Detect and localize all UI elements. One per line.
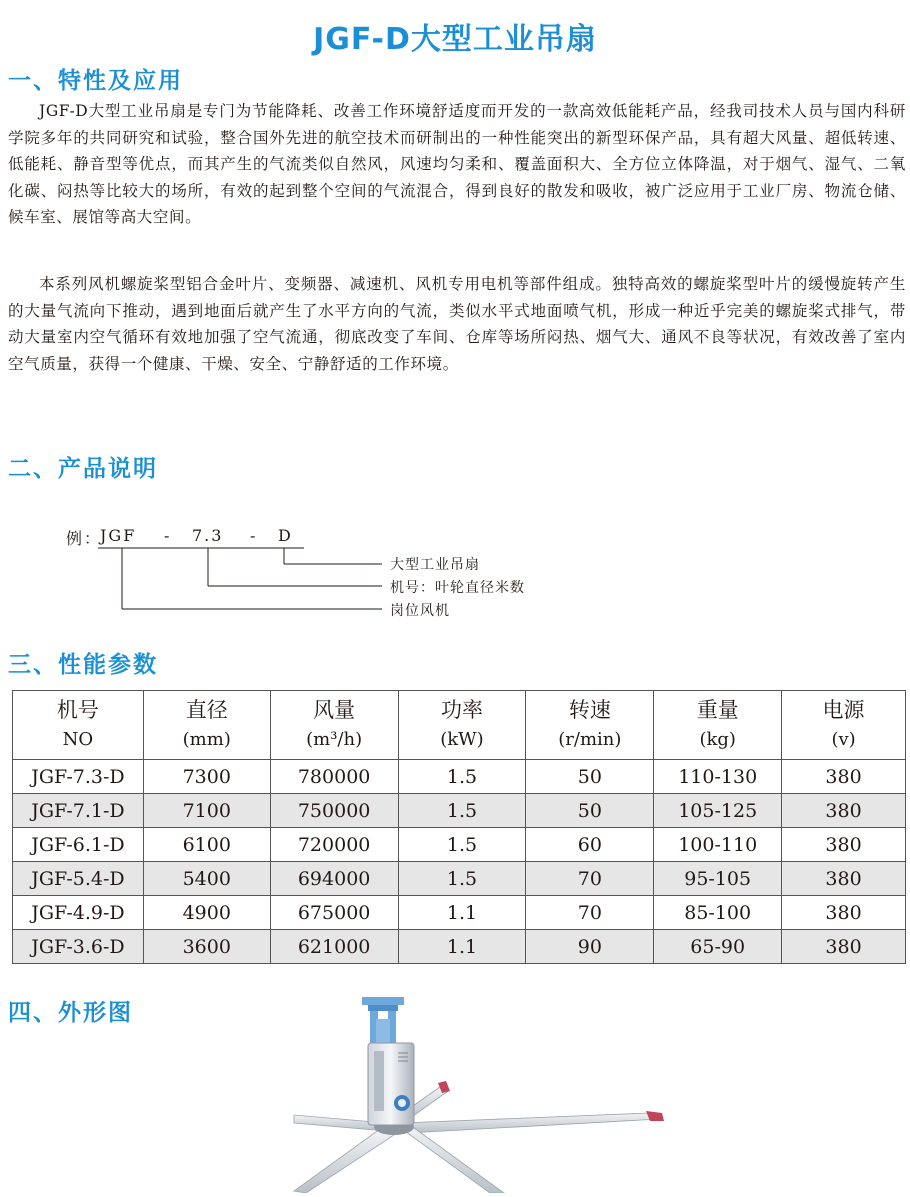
table-row (13, 828, 906, 862)
code-series: JGF (100, 526, 137, 545)
cell-power-supply: 380 (782, 760, 906, 794)
cell-weight: 100-110 (654, 828, 782, 862)
cell-power: 1.1 (398, 896, 526, 930)
cell-model: JGF-4.9-D (13, 896, 144, 930)
fan-illustration (290, 995, 670, 1193)
cell-diameter: 7300 (143, 760, 270, 794)
header-weight-en: (kg) (699, 729, 736, 750)
header-speed-en: (r/min) (558, 729, 622, 750)
header-power-zh: 功率 (440, 698, 483, 722)
cell-model: JGF-6.1-D (13, 828, 144, 862)
code-dash-1: - (164, 526, 172, 545)
cell-power-supply: 380 (782, 828, 906, 862)
code-dash-2: - (250, 526, 258, 545)
cell-airflow: 694000 (270, 862, 398, 896)
cell-weight: 95-105 (654, 862, 782, 896)
cell-airflow: 675000 (270, 896, 398, 930)
cell-power: 1.1 (398, 930, 526, 964)
label-type: 大型工业吊扇 (390, 557, 480, 573)
cell-model: JGF-5.4-D (13, 862, 144, 896)
cell-power: 1.5 (398, 862, 526, 896)
header-weight-zh: 重量 (696, 698, 739, 722)
example-prefix: 例： (66, 529, 103, 548)
cell-airflow: 780000 (270, 760, 398, 794)
label-impeller-size: 机号：叶轮直径米数 (390, 580, 525, 596)
header-power (398, 691, 526, 760)
section-heading-product-description: 二、产品说明 (8, 456, 158, 482)
cell-weight: 105-125 (654, 794, 782, 828)
cell-diameter: 7100 (143, 794, 270, 828)
cell-power-supply: 380 (782, 794, 906, 828)
cell-airflow: 750000 (270, 794, 398, 828)
cell-speed: 60 (526, 828, 654, 862)
page-title: JGF-D大型工业吊扇 (313, 22, 597, 57)
table-row (13, 896, 906, 930)
cell-weight: 65-90 (654, 930, 782, 964)
cell-weight: 85-100 (654, 896, 782, 930)
section-heading-appearance: 四、外形图 (8, 1000, 133, 1026)
cell-weight: 110-130 (654, 760, 782, 794)
cell-diameter: 3600 (143, 930, 270, 964)
cell-power: 1.5 (398, 828, 526, 862)
performance-table (12, 690, 906, 964)
cell-airflow: 720000 (270, 828, 398, 862)
header-speed-zh: 转速 (568, 698, 611, 722)
cell-speed: 90 (526, 930, 654, 964)
features-paragraph-1: JGF-D大型工业吊扇是专门为节能降耗、改善工作环境舒适度而开发的一款高效低能耗产品，经我司技术人员与国内科研学院多年的共同研究和试验，整合国外先进的航空技术而研制出的一种性能突出的新型环保产品，具有超大风量、超低转速、低能耗、静音型等优点，而其产生的气流类似自然风，风速均匀柔和、覆盖面积大、全方位立体降温，对于烟气、湿气、二氧化碳、闷热等比较大的场所，有效的起到整个空间的气流混合，得到良好的散发和吸收，被广泛应用于工业厂房、物流仓储、候车室、展馆等高大空间。 (8, 102, 906, 227)
header-power-en: (kW) (440, 729, 484, 750)
cell-power: 1.5 (398, 760, 526, 794)
cell-diameter: 5400 (143, 862, 270, 896)
table-header-row (13, 691, 906, 760)
header-diameter (143, 691, 270, 760)
cell-model: JGF-7.1-D (13, 794, 144, 828)
header-airflow (270, 691, 398, 760)
cell-diameter: 6100 (143, 828, 270, 862)
table-row (13, 930, 906, 964)
code-impeller-size: 7.3 (192, 526, 224, 545)
model-code-diagram (60, 522, 580, 632)
header-power-supply-zh: 电源 (822, 698, 865, 722)
table-row (13, 760, 906, 794)
header-diameter-zh: 直径 (185, 698, 228, 722)
cell-airflow: 621000 (270, 930, 398, 964)
header-model (13, 691, 144, 760)
cell-speed: 50 (526, 760, 654, 794)
cell-model: JGF-3.6-D (13, 930, 144, 964)
cell-power-supply: 380 (782, 862, 906, 896)
header-power-supply (782, 691, 906, 760)
cell-power: 1.5 (398, 794, 526, 828)
label-series: 岗位风机 (390, 603, 450, 619)
header-airflow-en: (m³/h) (306, 729, 363, 750)
header-model-zh: 机号 (56, 698, 99, 722)
header-diameter-en: (mm) (182, 729, 231, 750)
cell-model: JGF-7.3-D (13, 760, 144, 794)
table-row (13, 794, 906, 828)
cell-power-supply: 380 (782, 896, 906, 930)
cell-speed: 70 (526, 862, 654, 896)
cell-power-supply: 380 (782, 930, 906, 964)
ceiling-fan-image (290, 995, 670, 1193)
section-heading-performance: 三、性能参数 (8, 652, 158, 678)
cell-speed: 50 (526, 794, 654, 828)
cell-diameter: 4900 (143, 896, 270, 930)
code-type: D (278, 526, 293, 545)
header-power-supply-en: (v) (831, 729, 856, 750)
header-weight (654, 691, 782, 760)
header-airflow-zh: 风量 (313, 698, 356, 722)
features-paragraph-2: 本系列风机螺旋桨型铝合金叶片、变频器、减速机、风机专用电机等部件组成。独特高效的螺旋桨型叶片的缓慢旋转产生的大量气流向下推动，遇到地面后就产生了水平方向的气流，类似水平式地面喷气机，形成一种近乎完美的螺旋桨式排气，带动大量室内空气循环有效地加强了空气流通，彻底改变了车间、仓库等场所闷热、烟气大、通风不良等状况，有效改善了室内空气质量，获得一个健康、干燥、安全、宁静舒适的工作环境。 (8, 275, 906, 373)
section-heading-features: 一、特性及应用 (8, 68, 183, 94)
table-row (13, 862, 906, 896)
header-model-en: NO (62, 729, 94, 750)
header-speed (526, 691, 654, 760)
cell-speed: 70 (526, 896, 654, 930)
